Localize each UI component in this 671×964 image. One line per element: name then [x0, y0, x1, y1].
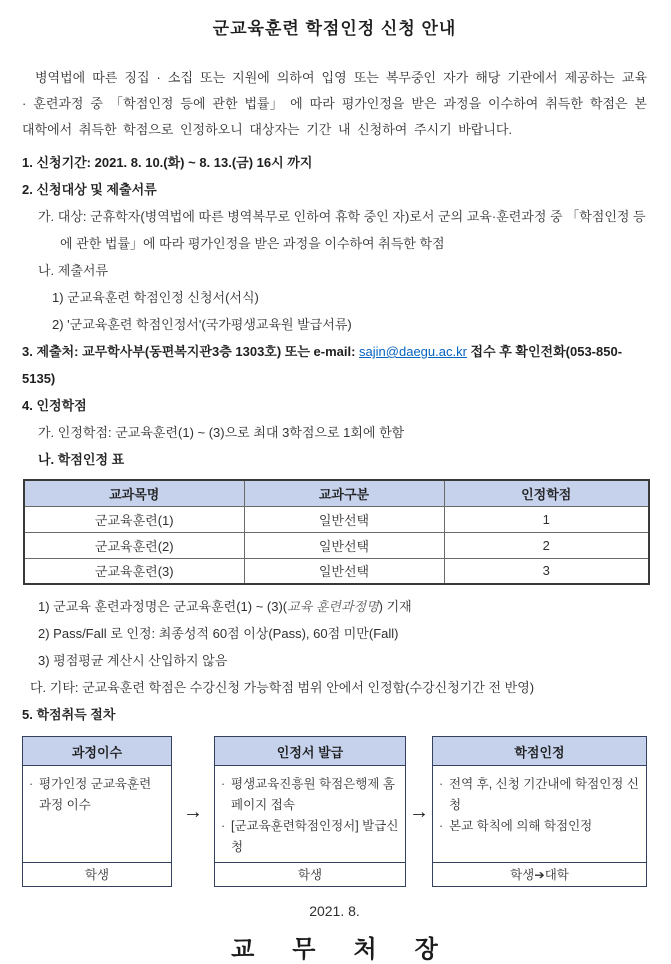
table-row [24, 506, 649, 532]
flow-line-text: 평가인정 군교육훈련 과정 이수 [39, 777, 152, 812]
flow-box-body [23, 766, 171, 862]
section-4-credits: 가. 인정학점: 군교육훈련(1) ~ (3)으로 최대 3학점으로 1회에 한함 [38, 425, 405, 440]
flow-line [29, 774, 165, 816]
flow-box-body [433, 766, 646, 862]
cell-credits: 2 [444, 532, 649, 558]
section-4-title: 4. 인정학점 [22, 398, 87, 413]
flow-box-footer: 학생 [215, 862, 405, 886]
section-4-etc: 다. 기타: 군교육훈련 학점은 수강신청 가능학점 범위 안에서 인정함(수강신청기간 전 반영) [30, 680, 535, 695]
cell-subject: 군교육훈련(2) [24, 532, 244, 558]
flow-box-footer: 학생 [23, 862, 171, 886]
bullet-icon: · [221, 777, 226, 791]
col-header-credits: 인정학점 [444, 480, 649, 506]
cell-credits: 1 [444, 506, 649, 532]
section-3-submission [22, 338, 647, 392]
flow-line-text: 본교 학칙에 의해 학점인정 [449, 819, 593, 833]
section-2-target: 가. 대상: 군휴학자(병역법에 따른 병역복무로 인하여 휴학 중인 자)로서 군의 교육·훈련과정 중 「학점인정 등에 관한 법률」에 따라 평가인정을 받은 과정을 이수하여 취득한 학점 [38, 209, 646, 251]
cell-category: 일반선택 [244, 506, 444, 532]
section-2-document-2: 2) '군교육훈련 학점인정서'(국가평생교육원 발급서류) [52, 317, 352, 332]
credit-table-header-row [24, 480, 649, 506]
flow-box-course-completion [22, 736, 172, 887]
flow-box-body [215, 766, 405, 862]
col-header-category: 교과구분 [244, 480, 444, 506]
section-2-documents-label: 나. 제출서류 [38, 263, 109, 278]
flow-line [221, 774, 399, 816]
table-row [24, 558, 649, 584]
bullet-icon: · [439, 819, 444, 833]
signature-academic-affairs-director: 교 무 처 장 [231, 937, 454, 963]
intro-paragraph: 병역법에 따른 징집 · 소집 또는 지원에 의하여 입영 또는 복무중인 자가 해당 기관에서 제공하는 교육 · 훈련과정 중 「학점인정 등에 관한 법률」 에 따라 평가인정을 받은 과정을 이수하여 취득한 학점은 본 대학에서 취득한 학점으로 인정하오니 대상자는 기간 내 신청하여 주시기 바랍니다. [22, 70, 647, 137]
submission-suffix: 접수 후 확인전화(053-850-5135) [22, 344, 623, 386]
page-title: 군교육훈련 학점인정 신청 안내 [212, 19, 457, 38]
note-1-suffix: ) 기재 [378, 599, 412, 614]
cell-subject: 군교육훈련(3) [24, 558, 244, 584]
section-1-application-period: 1. 신청기간: 2021. 8. 10.(화) ~ 8. 13.(금) 16시 까지 [22, 155, 313, 170]
flow-box-header: 과정이수 [23, 737, 171, 766]
flow-line-text: 전역 후, 신청 기간내에 학점인정 신청 [449, 777, 639, 812]
flow-line [439, 774, 640, 816]
flow-box-header: 학점인정 [433, 737, 646, 766]
cell-subject: 군교육훈련(1) [24, 506, 244, 532]
email-link[interactable]: sajin@daegu.ac.kr [359, 344, 467, 359]
flow-line [221, 816, 399, 858]
section-5-title: 5. 학점취득 절차 [22, 707, 116, 722]
table-note-1 [22, 593, 647, 620]
flow-box-credit-recognition [432, 736, 647, 887]
section-2-document-1: 1) 군교육훈련 학점인정 신청서(서식) [52, 290, 259, 305]
table-note-2: 2) Pass/Fall 로 인정: 최종성적 60점 이상(Pass), 60점 미만(Fall) [38, 626, 399, 641]
cell-credits: 3 [444, 558, 649, 584]
flow-arrow-icon: → [409, 800, 429, 823]
table-notes [22, 593, 647, 674]
bullet-icon: · [29, 777, 34, 791]
cell-category: 일반선택 [244, 532, 444, 558]
cell-category: 일반선택 [244, 558, 444, 584]
document-date: 2021. 8. [309, 903, 360, 919]
flow-line [439, 816, 640, 837]
flow-line-text: [군교육훈련학점인정서] 발급신청 [231, 819, 399, 854]
flow-box-header: 인정서 발급 [215, 737, 405, 766]
bullet-icon: · [439, 777, 444, 791]
process-flow-diagram [22, 736, 647, 887]
flow-box-certificate-issuance [214, 736, 406, 887]
note-1-prefix: 1) 군교육 훈련과정명은 군교육훈련(1) ~ (3)( [38, 599, 288, 614]
credit-table [23, 479, 650, 585]
col-header-subject: 교과목명 [24, 480, 244, 506]
table-note-3: 3) 평점평균 계산시 산입하지 않음 [38, 653, 228, 668]
flow-box-footer: 학생➔대학 [433, 862, 646, 886]
table-row [24, 532, 649, 558]
submission-prefix: 3. 제출처: 교무학사부(동편복지관3층 1303호) 또는 e-mail: [22, 344, 360, 359]
section-2-title: 2. 신청대상 및 제출서류 [22, 182, 157, 197]
bullet-icon: · [221, 819, 226, 833]
note-1-italic: 교육 훈련과정명 [287, 599, 379, 614]
section-4-table-label: 나. 학점인정 표 [38, 452, 125, 467]
flow-line-text: 평생교육진흥원 학점은행제 홈페이지 접속 [231, 777, 395, 812]
flow-arrow-icon: → [183, 800, 203, 823]
